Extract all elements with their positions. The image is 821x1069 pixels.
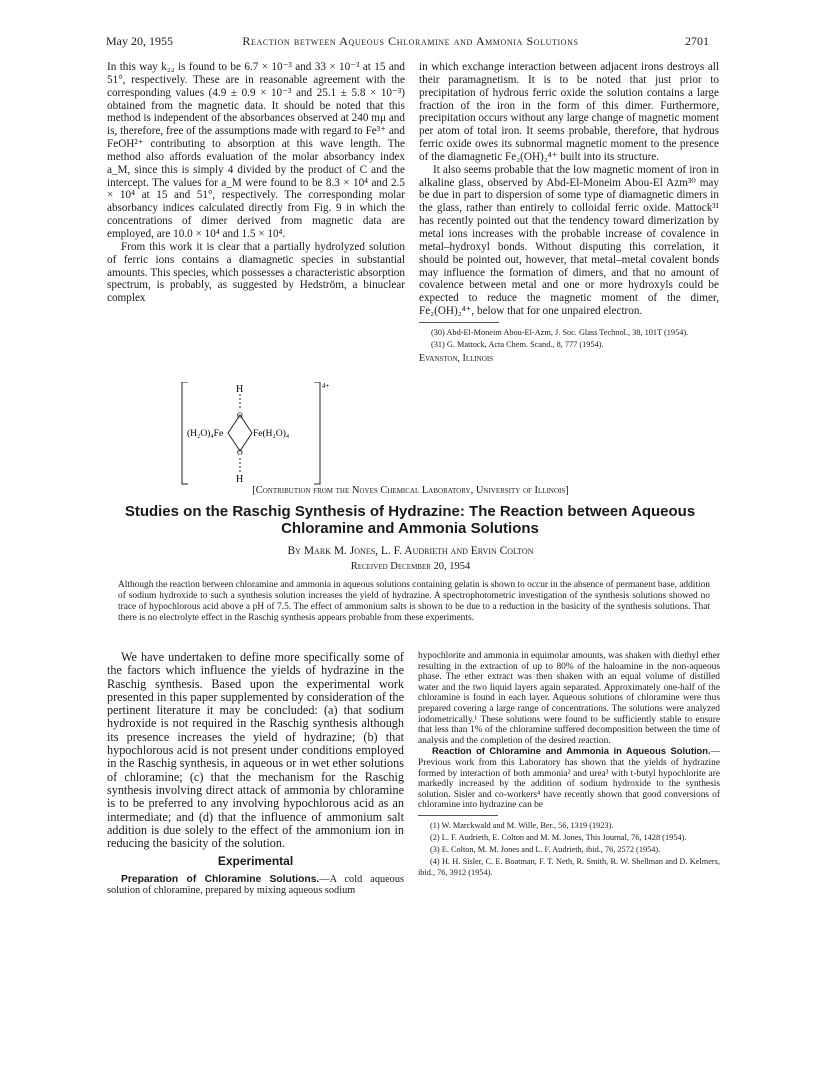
right-iron-group: Fe(H₂O)₄: [253, 429, 290, 439]
prev-footnotes: [419, 327, 719, 350]
article-authors: By Mark M. Jones, L. F. Audrieth and Ervin Colton: [287, 545, 534, 557]
footnote-divider: [418, 815, 498, 816]
footnote: (30) Abd-El-Moneim Abou-El-Azm, J. Soc. Glass Technol., 38, 101T (1954).: [431, 327, 689, 337]
page-date: May 20, 1955: [106, 34, 173, 48]
right-bracket: [314, 382, 320, 484]
article-title: Studies on the Raschig Synthesis of Hydrazine: The Reaction between Aqueous Chloramine and Ammonia Solutions: [124, 503, 696, 537]
footnote: (4) H. H. Sisler, C. E. Boatman, F. T. Neth, R. Smith, R. W. Shellman and D. Kelmers, ibid., 76, 3912 (1954).: [418, 856, 720, 877]
article-footnotes: [418, 820, 720, 878]
contribution-line: [Contribution from the Noyes Chemical Laboratory, University of Illinois]: [252, 485, 569, 496]
intro-paragraph: We have undertaken to define more specifically some of the factors which influence the yields of hydrazine in the Raschig synthesis. Based upon the experimental work presented in this paper supplemented by consideration of the pertinent literature it may be concluded: (a) that sodium hydroxide is not required in the Raschig synthesis although its presence increases the yield of hydrazine; (b) that hypochlorous acid is not present under conditions employed in the Raschig synthesis, in aqueous or in wet ether solutions of chloramine; (c) that the mechanism for the Raschig synthesis involving direct attack of ammonia by chloramine is to be preferred to any involving hypochlorous acid as an intermediate; and (d) that the influence of ammonium salt addition is due solely to the effect of the ammonium ion in reducing the basicity of the solution.: [107, 650, 404, 851]
article-abstract: Although the reaction between chloramine and ammonia in aqueous solutions containing gelatin is shown to occur in the absence of permanent base, addition of sodium hydroxide to such a synthesis solution increases the yield of hydrazine. A spectrophotometric investigation of the synthesis solutions showed no trace of hypochlorous acid above a pH of 7.5. The effect of ammonium salts is shown to be due to a reduction in the basicity of the synthesis solutions. That there is no electrolyte effect in the Raschig synthesis appears probable from these experiments.: [118, 580, 710, 623]
complex-structure-svg: [180, 382, 340, 492]
footnote: (31) G. Mattock, Acta Chem. Scand., 8, 777 (1954).: [431, 339, 604, 349]
bridging-rhombus: [228, 415, 252, 451]
prev-article-paragraph: In this way k₂₂ is found to be 6.7 × 10⁻³ and 33 × 10⁻³ at 15 and 51°, respectively. These are in reasonable agreement with the corresponding values (4.9 ± 0.9 × 10⁻³ and 25.1 ± 5.8 × 10⁻³) obtained from the magnetic data. It should be noted that this method is independent of the absorbances observed at 240 mμ and is, therefore, free of the assumptions made with regard to Fe³⁺ and FeOH²⁺ contributing to absorption at this wave length. The method also affords evaluation of the molar absorbancy index a_M, since this is simply 4 divided by the product of C and the intercept. The values for a_M were found to be 8.3 × 10⁴ and 2.5 × 10⁴ at 15 and 51°, respectively. The corresponding molar absorbancy indices calculated directly from Fig. 9 in which the concentrations of dimer derived from magnetic data are employed, are 10.0 × 10⁴ and 1.5 × 10⁴.: [107, 61, 405, 240]
top-oxygen: O: [237, 411, 243, 420]
bottom-oxygen: O: [237, 448, 243, 457]
left-iron-group: (H₂O)₄Fe: [187, 429, 224, 439]
received-date: Received December 20, 1954: [350, 561, 471, 572]
footnote: (2) L. F. Audrieth, E. Colton and M. M. Jones, This Journal, 76, 1428 (1954).: [430, 832, 687, 842]
prep-run-in-heading: Preparation of Chloramine Solutions.: [121, 873, 320, 885]
footnote: (3) E. Colton, M. M. Jones and L. F. Audrieth, ibid., 76, 2572 (1954).: [430, 844, 661, 854]
page-number: 2701: [685, 34, 709, 48]
prev-article-left-column: [107, 61, 405, 305]
reaction-text: —Previous work from this Laboratory has shown that the yields of hydrazine formed by interaction of both ammonia² and urea³ with t-butyl hypochlorite are markedly increased by the addition of sodium hydroxide to the synthesis solution. Sisler and co-workers⁴ have recently shown that good conversions of chloramine into hydrazine can be: [418, 747, 720, 811]
bottom-hydrogen: H: [236, 474, 244, 485]
prev-article-paragraph: in which exchange interaction between adjacent irons destroys all their paramagnetism. It is to be noted that just prior to precipitation of hydrous ferric oxide the solution contains a large fraction of the iron in the form of this dimer. Furthermore, precipitation occurs without any large change of magnetic moment per atom of total iron. It seems probable, therefore, that hydrous ferric oxide owes its subnormal magnetic moment to the presence of the diamagnetic Fe₂(OH)₂⁴⁺ built into its structure.: [419, 61, 719, 163]
top-hydrogen: H: [236, 384, 244, 395]
experimental-heading: Experimental: [217, 854, 294, 869]
footnote-divider: [419, 322, 499, 323]
footnote: (1) W. Marckwald and M. Wille, Ber., 56, 1319 (1923).: [430, 820, 614, 830]
prep-text: —A cold aqueous solution of chloramine, prepared by mixing aqueous sodium: [107, 873, 404, 897]
prev-article-paragraph: It also seems probable that the low magnetic moment of iron in alkaline glass, observed by Abd-El-Moneim Abou-El Azm³⁰ may be due in part to dispersion of some type of diamagnetic dimers in the glass, rather than entirely to colloidal ferric oxide. Mattock³¹ has recently pointed out that the tendency toward dimerization by metal ions increases with the probable increase of covalence in metal–hydroxyl bonds. Without disputing this correlation, it should be pointed out, however, that metal–metal covalent bonds may influence the formation of dimers, and that no amount of covalence between metal and one or more hydroxyls could be expected to reduce the magnetic moment of the dimer, Fe₂(OH)₂⁴⁺, below that for one unpaired electron.: [419, 163, 719, 318]
article-left-column: [107, 651, 404, 897]
prev-article-paragraph: From this work it is clear that a partially hydrolyzed solution of ferric ions contains a diamagnetic species in substantial amounts. This species, which possesses a characteristic absorption spectrum, is probably, as suggested by Hedström, a binuclear complex: [107, 240, 405, 305]
complex-charge: 4+: [322, 382, 330, 390]
experimental-paragraph: hypochlorite and ammonia in equimolar amounts, was shaken with diethyl ether resulting in the extraction of up to 80% of the haloamine in the non-aqueous phase. The ether extract was then shaken with an equal volume of distilled water and the two liquid layers again separated. Approximately one-half of the chloramine is found in each layer. Aqueous solutions of chloramine were thus prepared covering a large range of concentrations. The solutions were analyzed iodometrically.¹ These solutions were found to be sufficiently stable to ensure that less than 1% of the chloramine suffered decomposition between the time of analysis and the completion of the desired reaction.: [418, 651, 720, 746]
running-title: Reaction between Aqueous Chloramine and Ammonia Solutions: [242, 34, 579, 48]
prep-paragraph: [107, 874, 404, 897]
reaction-run-in-heading: Reaction of Chloramine and Ammonia in Aqueous Solution.: [432, 745, 711, 757]
author-location: Evanston, Illinois: [419, 352, 494, 364]
reaction-paragraph: [418, 746, 720, 811]
article-right-column: [418, 651, 720, 879]
binuclear-complex-diagram: [180, 382, 340, 492]
prev-article-right-column: [419, 61, 719, 366]
